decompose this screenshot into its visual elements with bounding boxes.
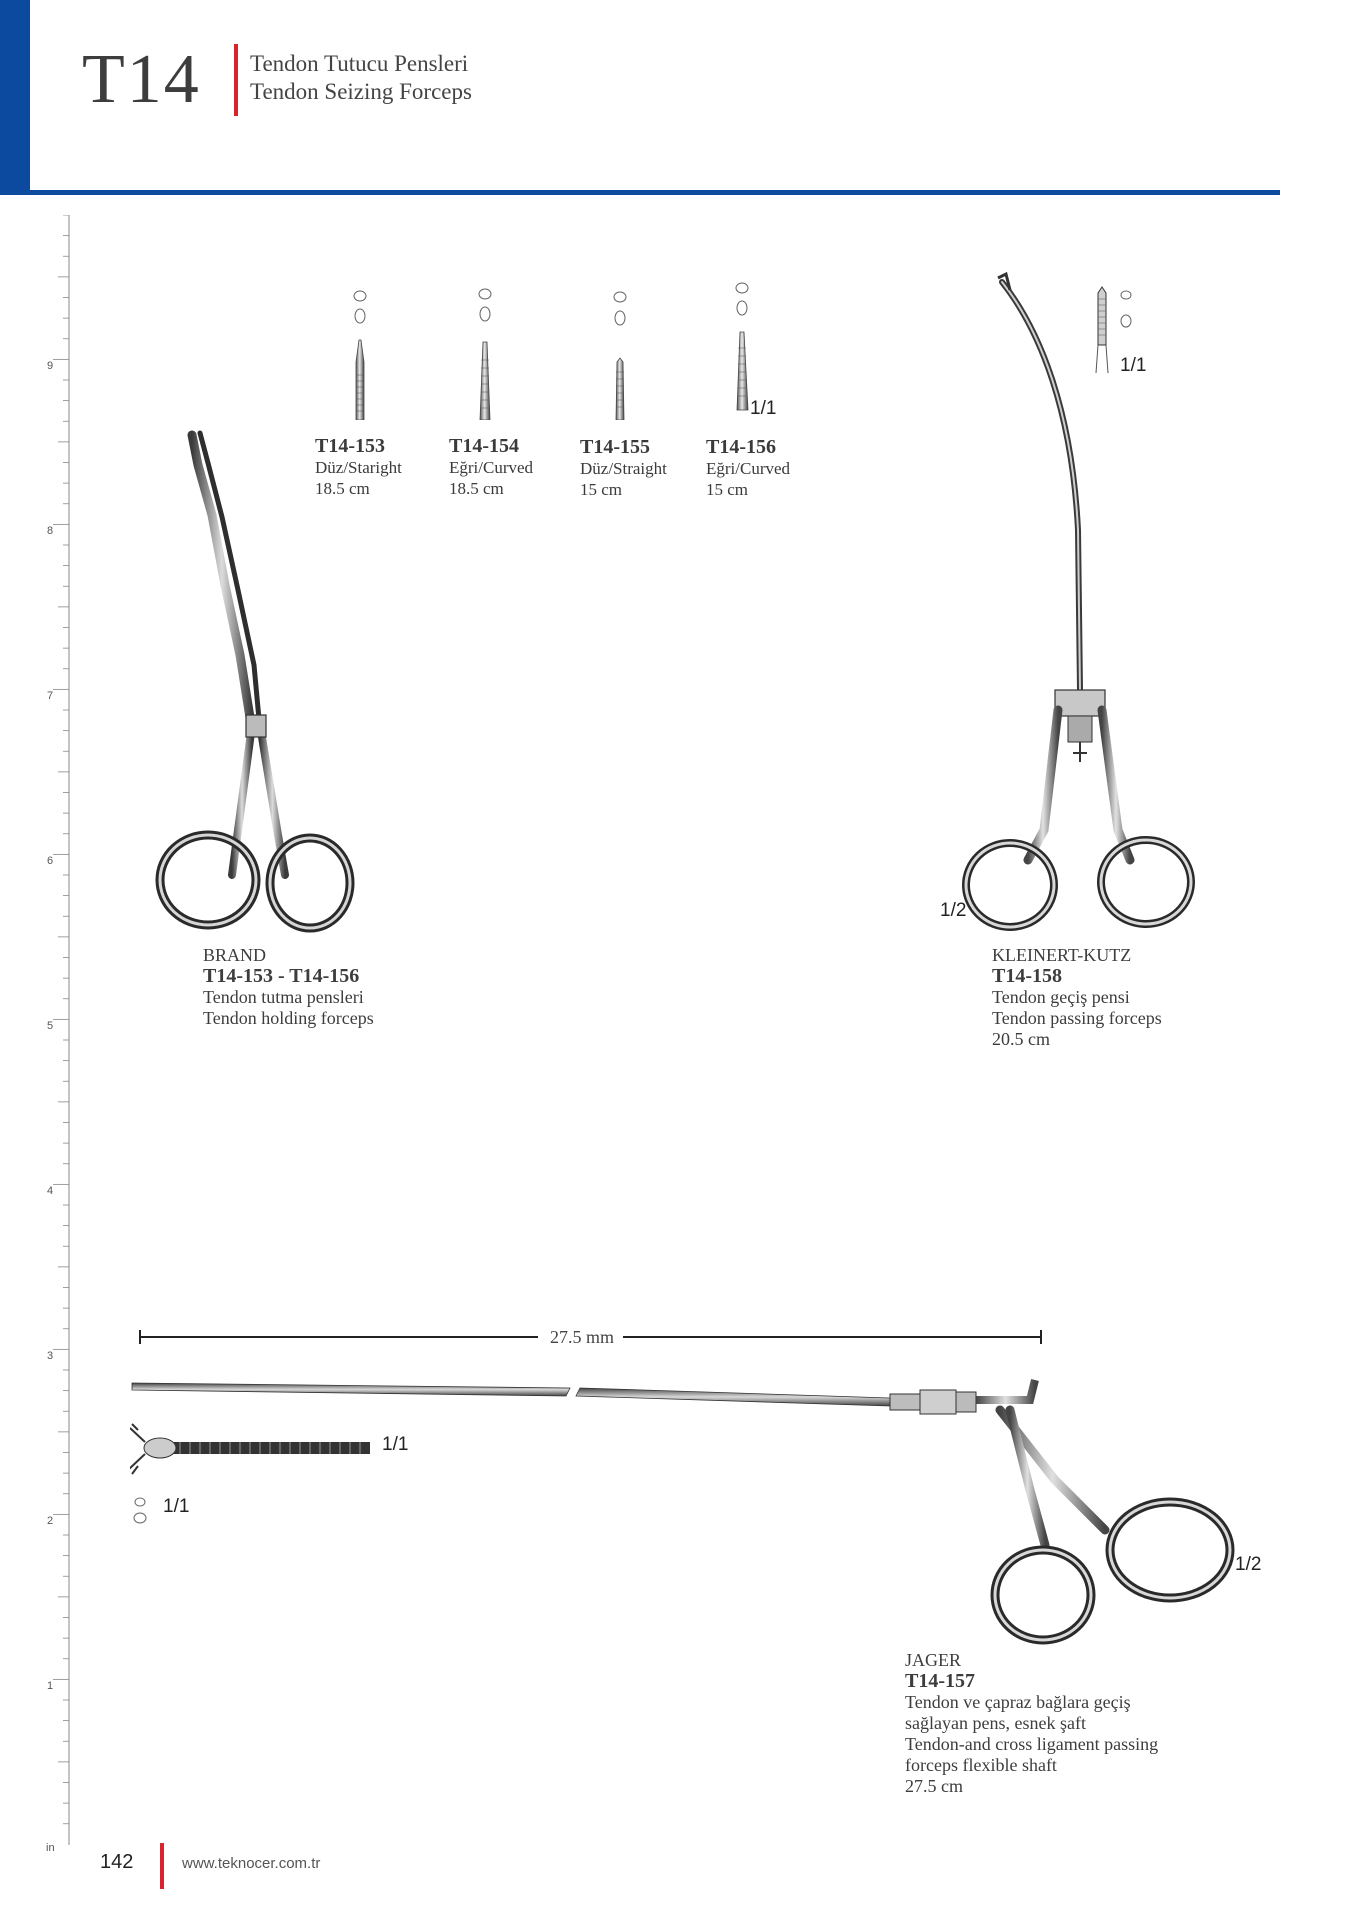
tip-code: T14-155 [580, 436, 650, 458]
tip-type: Düz/Straight [580, 459, 667, 478]
jager-forceps-illustration [130, 1370, 1250, 1650]
tip-code: T14-154 [449, 435, 519, 457]
kleinert-scale-label: 1/2 [940, 900, 967, 921]
kleinert-tip-scale-label: 1/1 [1120, 355, 1147, 376]
tip-drawing-t14-155 [614, 292, 626, 420]
tip-length: 15 cm [580, 480, 623, 499]
tip-drawing-t14-153 [354, 291, 366, 420]
header-accent-block [0, 0, 30, 195]
product-length: 27.5 cm [905, 1776, 963, 1796]
ruler-number: 1 [47, 1680, 54, 1692]
jager-tip-profile-scale-label: 1/1 [163, 1496, 190, 1517]
product-desc-en: Tendon passing forceps [992, 1008, 1162, 1028]
product-code: T14-157 [905, 1670, 975, 1692]
tip-code: T14-153 [315, 435, 385, 457]
ruler-number: 3 [47, 1350, 54, 1362]
tip-length: 15 cm [706, 480, 749, 499]
ruler-number: 8 [47, 525, 54, 537]
product-desc-en: Tendon holding forceps [203, 1008, 374, 1028]
title-divider [234, 44, 238, 116]
tip-caption-t14-154 [449, 435, 533, 499]
tips-scale-label: 1/1 [750, 398, 777, 419]
product-length: 20.5 cm [992, 1029, 1050, 1049]
section-title-tr: Tendon Tutucu Pensleri [250, 51, 469, 76]
tip-caption-t14-156 [706, 436, 790, 500]
product-desc-tr: Tendon geçiş pensi [992, 987, 1130, 1007]
tip-details-illustration [330, 280, 810, 420]
tip-length: 18.5 cm [449, 479, 504, 498]
ruler-number: 6 [47, 855, 54, 867]
product-desc-tr-1: Tendon ve çapraz bağlara geçiş [905, 1692, 1131, 1712]
ruler-ticks [53, 215, 69, 1824]
inch-ruler [40, 215, 80, 1845]
header-rule [30, 190, 1280, 195]
jager-tip-scale-label: 1/1 [382, 1434, 409, 1455]
page-number: 142 [100, 1851, 134, 1873]
ruler-number: 2 [47, 1515, 54, 1527]
product-desc-tr-2: sağlayan pens, esnek şaft [905, 1713, 1086, 1733]
section-title-en: Tendon Seizing Forceps [250, 79, 472, 104]
tip-caption-t14-155 [580, 436, 667, 500]
product-code: T14-153 - T14-156 [203, 965, 360, 987]
tip-code: T14-156 [706, 436, 776, 458]
ruler-number: 5 [47, 1020, 54, 1032]
ruler-number: 7 [47, 690, 54, 702]
product-desc-tr: Tendon tutma pensleri [203, 987, 364, 1007]
tip-type: Düz/Staright [315, 458, 402, 477]
tip-type: Eğri/Curved [706, 459, 791, 478]
section-code: T14 [82, 41, 201, 118]
ruler-number: 4 [47, 1185, 54, 1197]
product-desc-en-2: forceps flexible shaft [905, 1755, 1057, 1775]
brand-caption [203, 945, 374, 1029]
tip-length: 18.5 cm [315, 479, 370, 498]
footer-divider [160, 1843, 164, 1889]
tip-drawing-t14-156 [736, 283, 748, 410]
kleinert-kutz-forceps-illustration [940, 270, 1210, 940]
product-code: T14-158 [992, 965, 1062, 987]
ruler-unit-label: in [46, 1842, 55, 1854]
product-name: JAGER [905, 1650, 962, 1670]
product-desc-en-1: Tendon-and cross ligament passing [905, 1734, 1159, 1754]
ruler-numbers [47, 360, 53, 1692]
jager-scale-label: 1/2 [1235, 1554, 1262, 1575]
tip-drawing-t14-154 [479, 289, 491, 420]
kleinert-caption [992, 945, 1162, 1050]
footer-url[interactable]: www.teknocer.com.tr [182, 1855, 321, 1872]
jager-caption [905, 1650, 1158, 1797]
product-name: KLEINERT-KUTZ [992, 945, 1132, 965]
brand-forceps-illustration [140, 425, 370, 935]
tip-type: Eğri/Curved [449, 458, 534, 477]
product-name: BRAND [203, 945, 267, 965]
jager-dimension-label: 27.5 mm [550, 1327, 615, 1347]
header-panel [30, 0, 1280, 190]
ruler-number: 9 [47, 360, 54, 372]
